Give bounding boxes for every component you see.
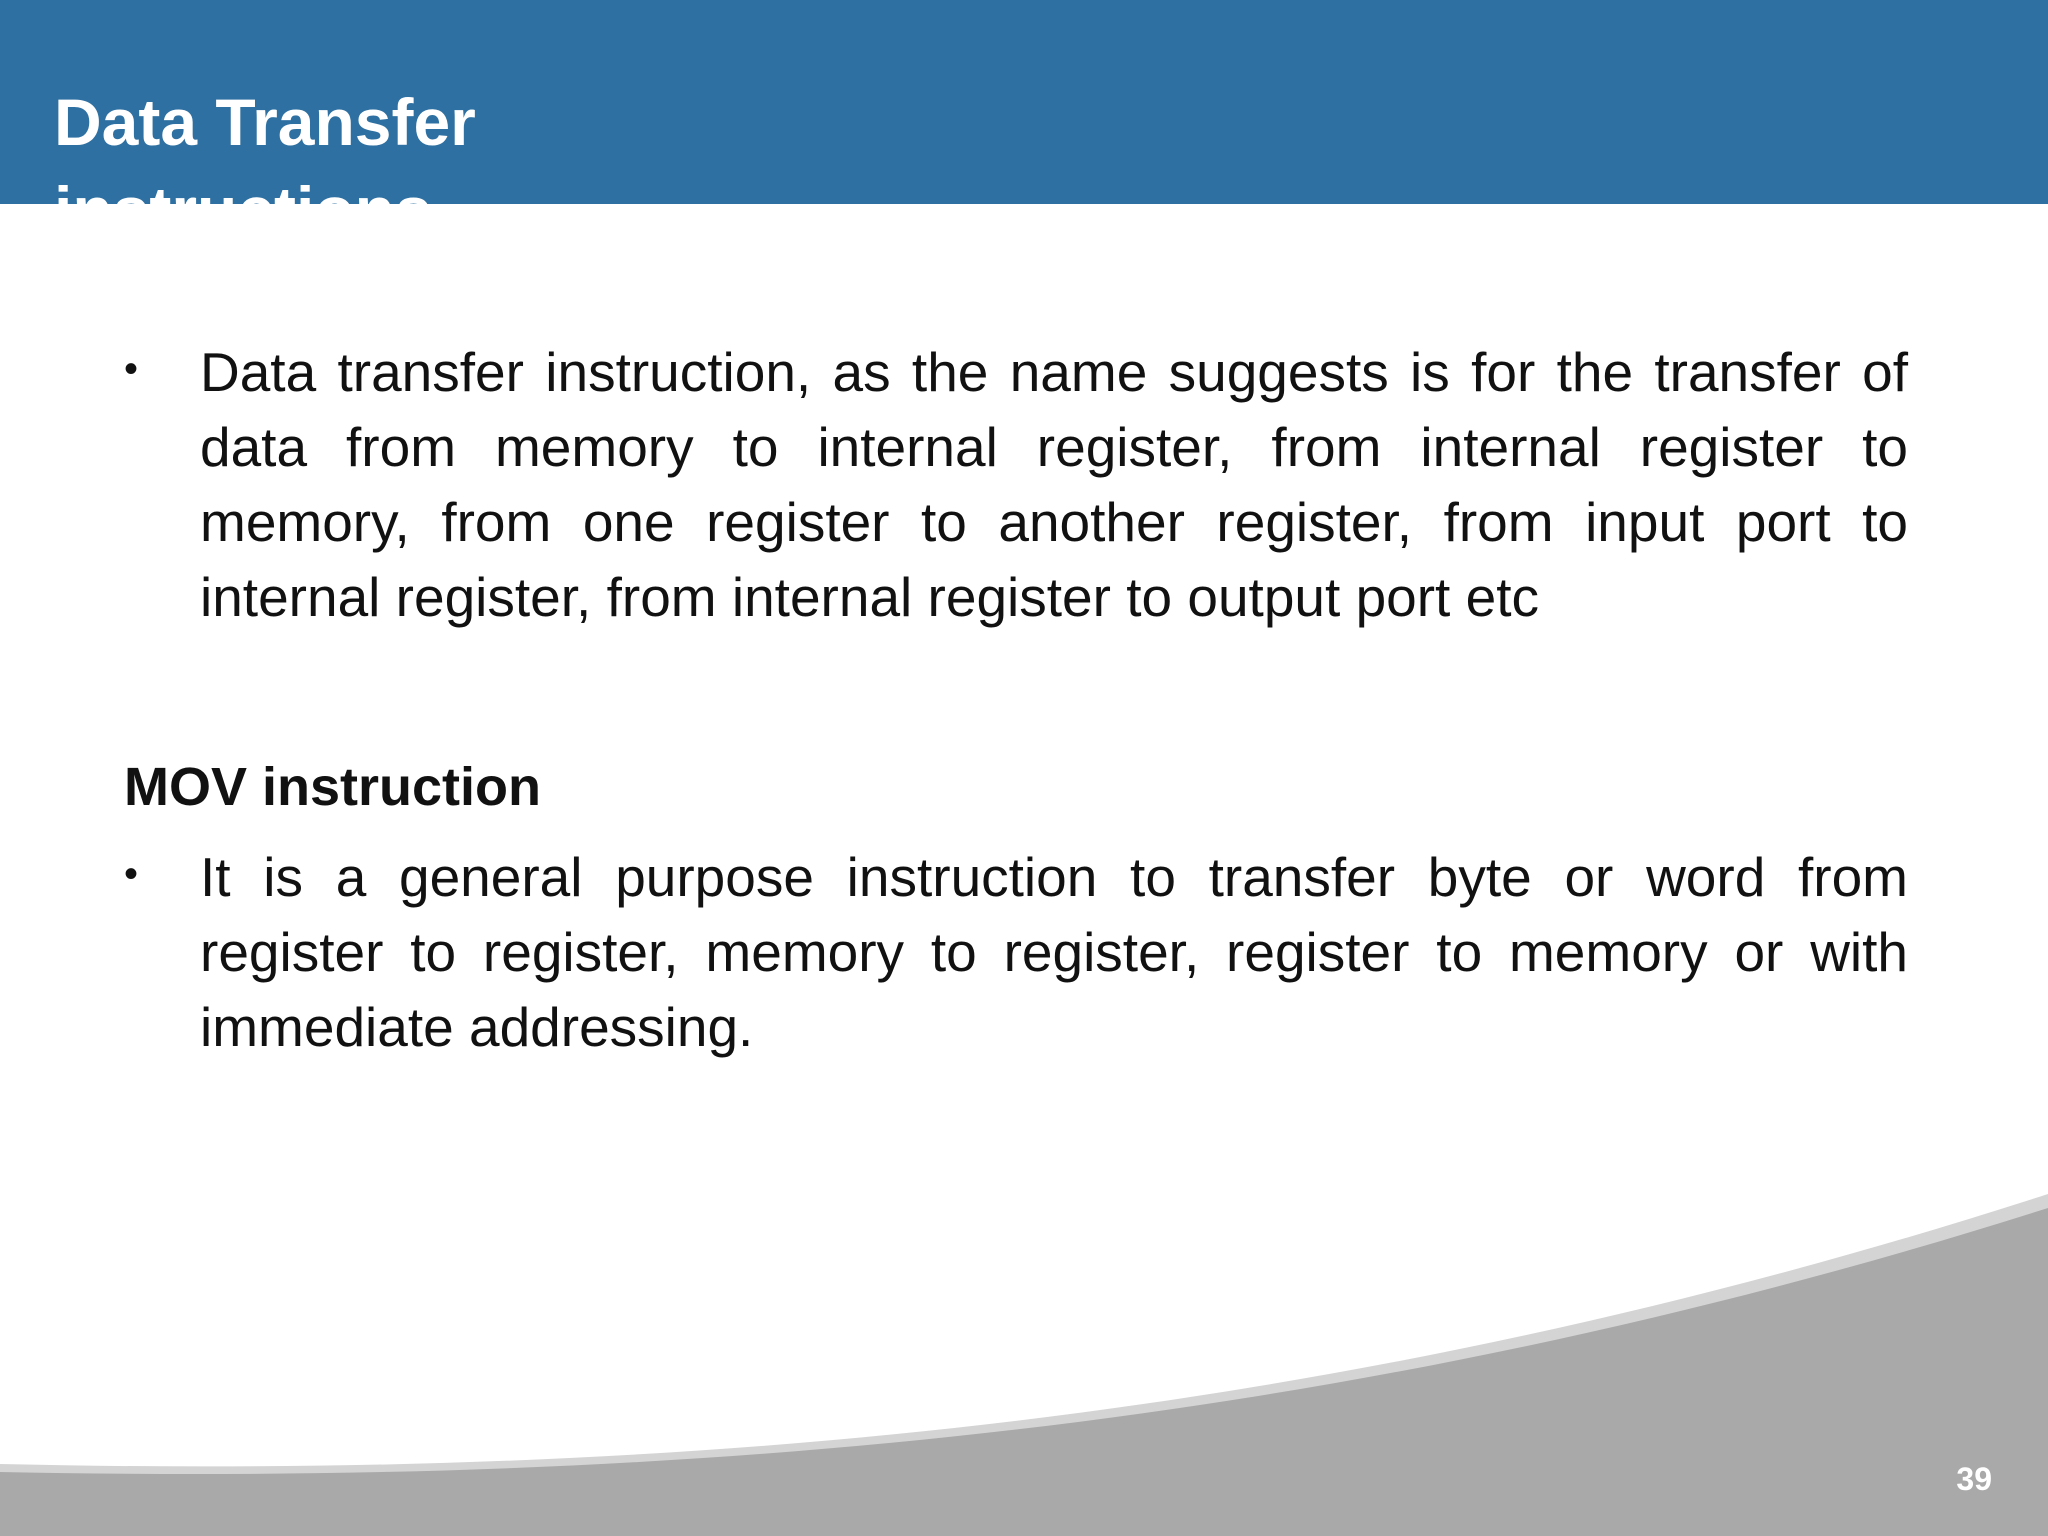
bullet-data-transfer: Data transfer instruction, as the name suggests is for the transfer of data from memory to internal register, from internal register to memory, from one register to another register, from input port to internal register, from internal register to output port etc [200, 341, 1908, 628]
bullet-marker: • [124, 347, 139, 391]
page-number: 39 [1956, 1461, 1992, 1497]
bullet-marker: • [124, 852, 139, 896]
slide-title: Data Transfer instructions [54, 85, 476, 247]
section-heading-mov: MOV instruction [124, 757, 541, 817]
footer-swoosh-decoration [0, 1180, 2048, 1536]
footer-swoosh-dark [0, 1208, 2048, 1536]
bullet-mov-description: It is a general purpose instruction to transfer byte or word from register to register, memory to register, register to memory or with immediate addressing. [200, 846, 1908, 1058]
